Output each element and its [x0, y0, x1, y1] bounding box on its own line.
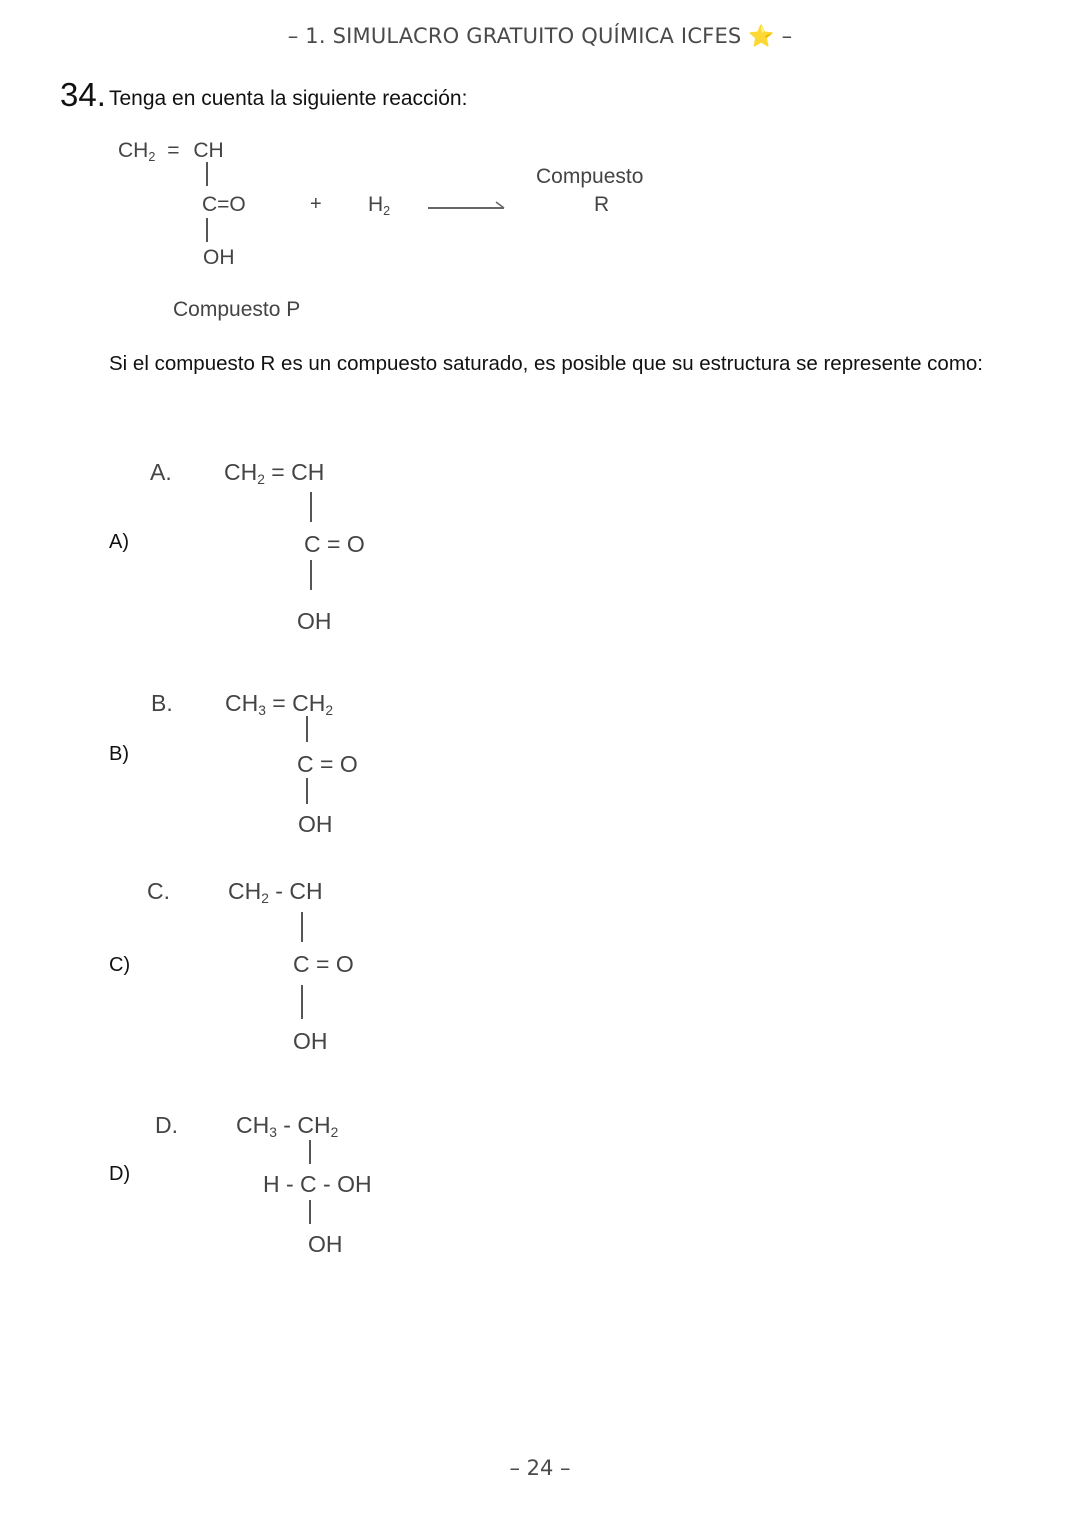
- compound-p-middle: C=O: [202, 193, 246, 216]
- option-label[interactable]: A): [109, 531, 129, 553]
- option-label[interactable]: D): [109, 1163, 131, 1185]
- header-suffix: –: [774, 24, 793, 48]
- bond-line: [301, 985, 303, 1019]
- page-header: [0, 24, 1080, 49]
- compound-p-top: $CH_2$ = CH: [118, 139, 224, 164]
- option-label[interactable]: C): [109, 954, 131, 976]
- header-title: – 1. SIMULACRO GRATUITO QUÍMICA ICFES: [287, 24, 749, 48]
- option-label[interactable]: B): [109, 743, 129, 765]
- formula-top: $CH_2$ = CH: [224, 459, 325, 487]
- option-letter: A.: [150, 459, 172, 485]
- star-icon: ⭐: [748, 24, 775, 48]
- reaction-arrow-icon: [428, 200, 506, 212]
- formula-bottom: OH: [298, 811, 333, 837]
- bond-line: [306, 778, 308, 804]
- bond-line: [309, 1140, 311, 1164]
- formula-top: $CH_2$ - CH: [228, 878, 323, 906]
- product-label-line1: Compuesto: [536, 165, 644, 188]
- compound-p-label: Compuesto P: [173, 298, 301, 321]
- page-number: – 24 –: [509, 1456, 571, 1480]
- bond-line: [206, 218, 208, 242]
- bond-line: [310, 560, 312, 590]
- formula-bottom: OH: [297, 608, 332, 634]
- option-letter: B.: [151, 690, 173, 716]
- option-letter: C.: [147, 878, 170, 904]
- compound-p-bottom: OH: [203, 246, 235, 269]
- bond-line: [306, 716, 308, 742]
- formula-middle: C = O: [304, 531, 365, 557]
- formula-top: $CH_3 = CH_2$: [225, 690, 334, 718]
- option-letter: D.: [155, 1112, 178, 1138]
- question-text: Si el compuesto R es un compuesto saturado, es posible que su estructura se represente como:: [109, 352, 984, 375]
- bond-line: [309, 1200, 311, 1224]
- question-intro: Tenga en cuenta la siguiente reacción:: [109, 87, 468, 110]
- formula-middle: H - C - OH: [263, 1171, 372, 1197]
- plus-sign: +: [310, 193, 322, 215]
- formula-bottom: OH: [293, 1028, 328, 1054]
- bond-line: [301, 912, 303, 942]
- question-number: 34.: [60, 76, 106, 113]
- formula-middle: C = O: [297, 751, 358, 777]
- bond-line: [206, 162, 208, 186]
- bond-line: [310, 492, 312, 522]
- formula-bottom: OH: [308, 1231, 343, 1257]
- formula-middle: C = O: [293, 951, 354, 977]
- product-label-line2: R: [594, 193, 610, 216]
- formula-top: $CH_3 - CH_2$: [236, 1112, 339, 1140]
- reagent-h2: $H_2$: [368, 193, 391, 218]
